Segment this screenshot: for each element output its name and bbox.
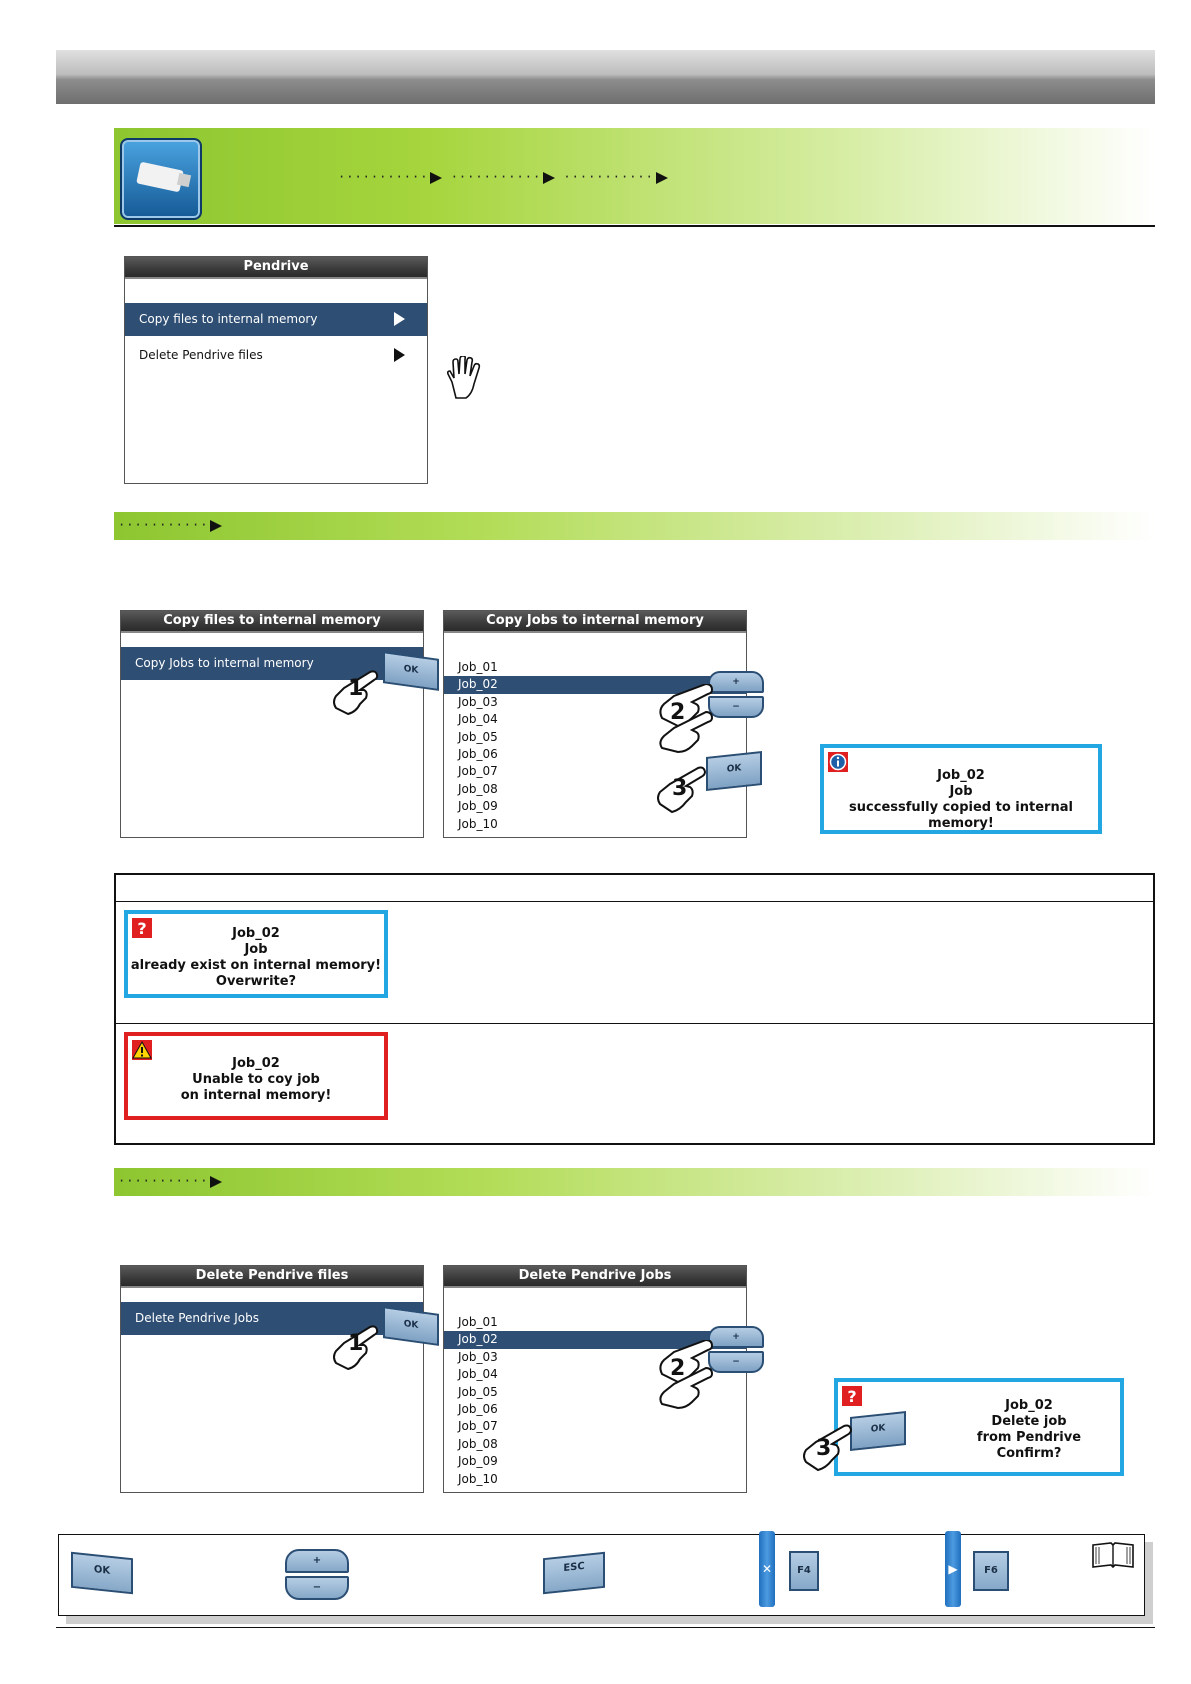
copy-section-bar bbox=[114, 512, 1155, 540]
warning-icon bbox=[132, 1040, 152, 1060]
chevron-right-icon bbox=[394, 348, 405, 362]
dialog-line: from Pendrive bbox=[976, 1430, 1082, 1445]
esc-key[interactable]: ESC bbox=[543, 1552, 605, 1595]
list-item[interactable]: Job_06 bbox=[458, 1401, 498, 1416]
list-item[interactable]: Job_05 bbox=[458, 729, 498, 744]
dialog-line: Job_02 bbox=[937, 768, 985, 783]
f4-key[interactable]: F4 bbox=[789, 1551, 819, 1591]
list-item[interactable]: Job_04 bbox=[458, 712, 498, 727]
dialog-line: Job bbox=[244, 942, 268, 957]
minus-key[interactable]: − bbox=[708, 1351, 764, 1373]
overwrite-dialog bbox=[124, 910, 388, 998]
step-number-2: 2 bbox=[670, 1356, 686, 1381]
list-item[interactable]: Job_10 bbox=[458, 1471, 498, 1486]
dialog-line: Job_02 bbox=[1005, 1398, 1053, 1413]
manual-book-icon bbox=[1091, 1539, 1135, 1571]
list-item[interactable]: Job_07 bbox=[458, 1419, 498, 1434]
plus-key[interactable]: + bbox=[708, 1326, 764, 1348]
ok-key[interactable]: OK bbox=[850, 1411, 906, 1451]
plus-key[interactable]: + bbox=[708, 671, 764, 693]
ok-key[interactable]: OK bbox=[71, 1552, 133, 1595]
dialog-line: Job bbox=[949, 784, 973, 799]
footer-divider bbox=[56, 1627, 1155, 1628]
list-item[interactable]: Job_09 bbox=[458, 1454, 498, 1469]
breadcrumb-arrows: ··········· ··········· ··········· bbox=[338, 170, 668, 184]
dialog-line: Job_02 bbox=[232, 926, 280, 941]
dialog-line: Unable to coy job bbox=[192, 1072, 320, 1087]
ok-key[interactable]: OK bbox=[706, 751, 762, 791]
dialog-line: Overwrite? bbox=[215, 974, 297, 989]
top-banner bbox=[56, 50, 1155, 104]
info-icon bbox=[828, 752, 848, 772]
menu-item-copy-files[interactable] bbox=[125, 303, 427, 336]
delete-files-menu-title: Delete Pendrive files bbox=[121, 1266, 423, 1288]
hand-note-icon bbox=[444, 356, 484, 400]
header-divider bbox=[114, 225, 1155, 227]
list-item[interactable]: Job_05 bbox=[458, 1384, 498, 1399]
pointing-hand-icon bbox=[656, 684, 720, 754]
plus-key[interactable]: + bbox=[285, 1549, 349, 1573]
list-item[interactable]: Job_10 bbox=[458, 816, 498, 831]
table-divider bbox=[116, 1023, 1153, 1024]
list-item[interactable]: Job_06 bbox=[458, 746, 498, 761]
delete-files-menu-panel bbox=[120, 1265, 424, 1493]
list-item[interactable]: Job_03 bbox=[458, 1349, 498, 1364]
list-item-selected[interactable]: Job_02 bbox=[444, 1331, 746, 1348]
list-item-selected[interactable]: Job_02 bbox=[444, 676, 746, 693]
list-item[interactable]: Job_09 bbox=[458, 799, 498, 814]
step-number-2: 2 bbox=[670, 700, 686, 725]
menu-item-delete-files[interactable] bbox=[125, 339, 427, 372]
table-divider bbox=[116, 901, 1153, 902]
question-icon bbox=[842, 1386, 862, 1406]
key-legend bbox=[58, 1534, 1145, 1616]
section-arrow: ··········· bbox=[118, 1174, 222, 1188]
pointing-hand-icon bbox=[656, 1340, 720, 1410]
menu-item-label: Delete Pendrive Jobs bbox=[135, 1311, 259, 1325]
list-item[interactable]: Job_03 bbox=[458, 694, 498, 709]
minus-key[interactable]: − bbox=[285, 1576, 349, 1600]
play-icon: ▶ bbox=[945, 1531, 961, 1607]
list-item[interactable]: Job_01 bbox=[458, 1315, 498, 1329]
close-icon: ✕ bbox=[759, 1531, 775, 1607]
section-arrow: ··········· bbox=[118, 518, 222, 532]
step-number-3: 3 bbox=[816, 1436, 832, 1461]
pendrive-menu-panel bbox=[124, 256, 428, 484]
ok-key[interactable]: OK bbox=[383, 651, 439, 691]
pendrive-menu-title: Pendrive bbox=[125, 257, 427, 279]
svg-text:?: ? bbox=[137, 919, 147, 938]
menu-item-label: Copy files to internal memory bbox=[139, 312, 318, 326]
ok-key[interactable]: OK bbox=[383, 1306, 439, 1346]
copy-jobs-list-title: Copy Jobs to internal memory bbox=[444, 611, 746, 633]
delete-section-bar bbox=[114, 1168, 1155, 1196]
dialog-line: on internal memory! bbox=[180, 1088, 332, 1103]
usb-pendrive-icon bbox=[120, 138, 202, 220]
list-item[interactable]: Job_01 bbox=[458, 660, 498, 674]
copy-files-menu-panel bbox=[120, 610, 424, 838]
dialog-line: successfully copied to internal memory! bbox=[849, 800, 1073, 831]
error-dialog bbox=[124, 1032, 388, 1120]
dialog-line: Job_02 bbox=[232, 1056, 280, 1071]
list-item[interactable]: Job_08 bbox=[458, 1436, 498, 1451]
minus-key[interactable]: − bbox=[708, 696, 764, 718]
list-item[interactable]: Job_07 bbox=[458, 764, 498, 779]
copy-files-menu-title: Copy files to internal memory bbox=[121, 611, 423, 633]
delete-jobs-list-title: Delete Pendrive Jobs bbox=[444, 1266, 746, 1288]
menu-item-label: Delete Pendrive files bbox=[139, 348, 263, 362]
list-item[interactable]: Job_08 bbox=[458, 781, 498, 796]
step-number-3: 3 bbox=[672, 776, 688, 801]
svg-text:?: ? bbox=[847, 1387, 857, 1406]
dialog-line: already exist on internal memory! bbox=[130, 958, 382, 973]
dialog-line: Delete job bbox=[991, 1414, 1067, 1429]
step-number-1: 1 bbox=[348, 1331, 364, 1356]
chevron-right-icon bbox=[394, 312, 405, 326]
step-number-1: 1 bbox=[348, 676, 364, 701]
f6-key[interactable]: F6 bbox=[973, 1551, 1009, 1591]
list-item[interactable]: Job_04 bbox=[458, 1367, 498, 1382]
success-dialog bbox=[820, 744, 1102, 834]
question-icon bbox=[132, 918, 152, 938]
dialog-line: Confirm? bbox=[996, 1446, 1062, 1461]
menu-item-label: Copy Jobs to internal memory bbox=[135, 656, 314, 670]
